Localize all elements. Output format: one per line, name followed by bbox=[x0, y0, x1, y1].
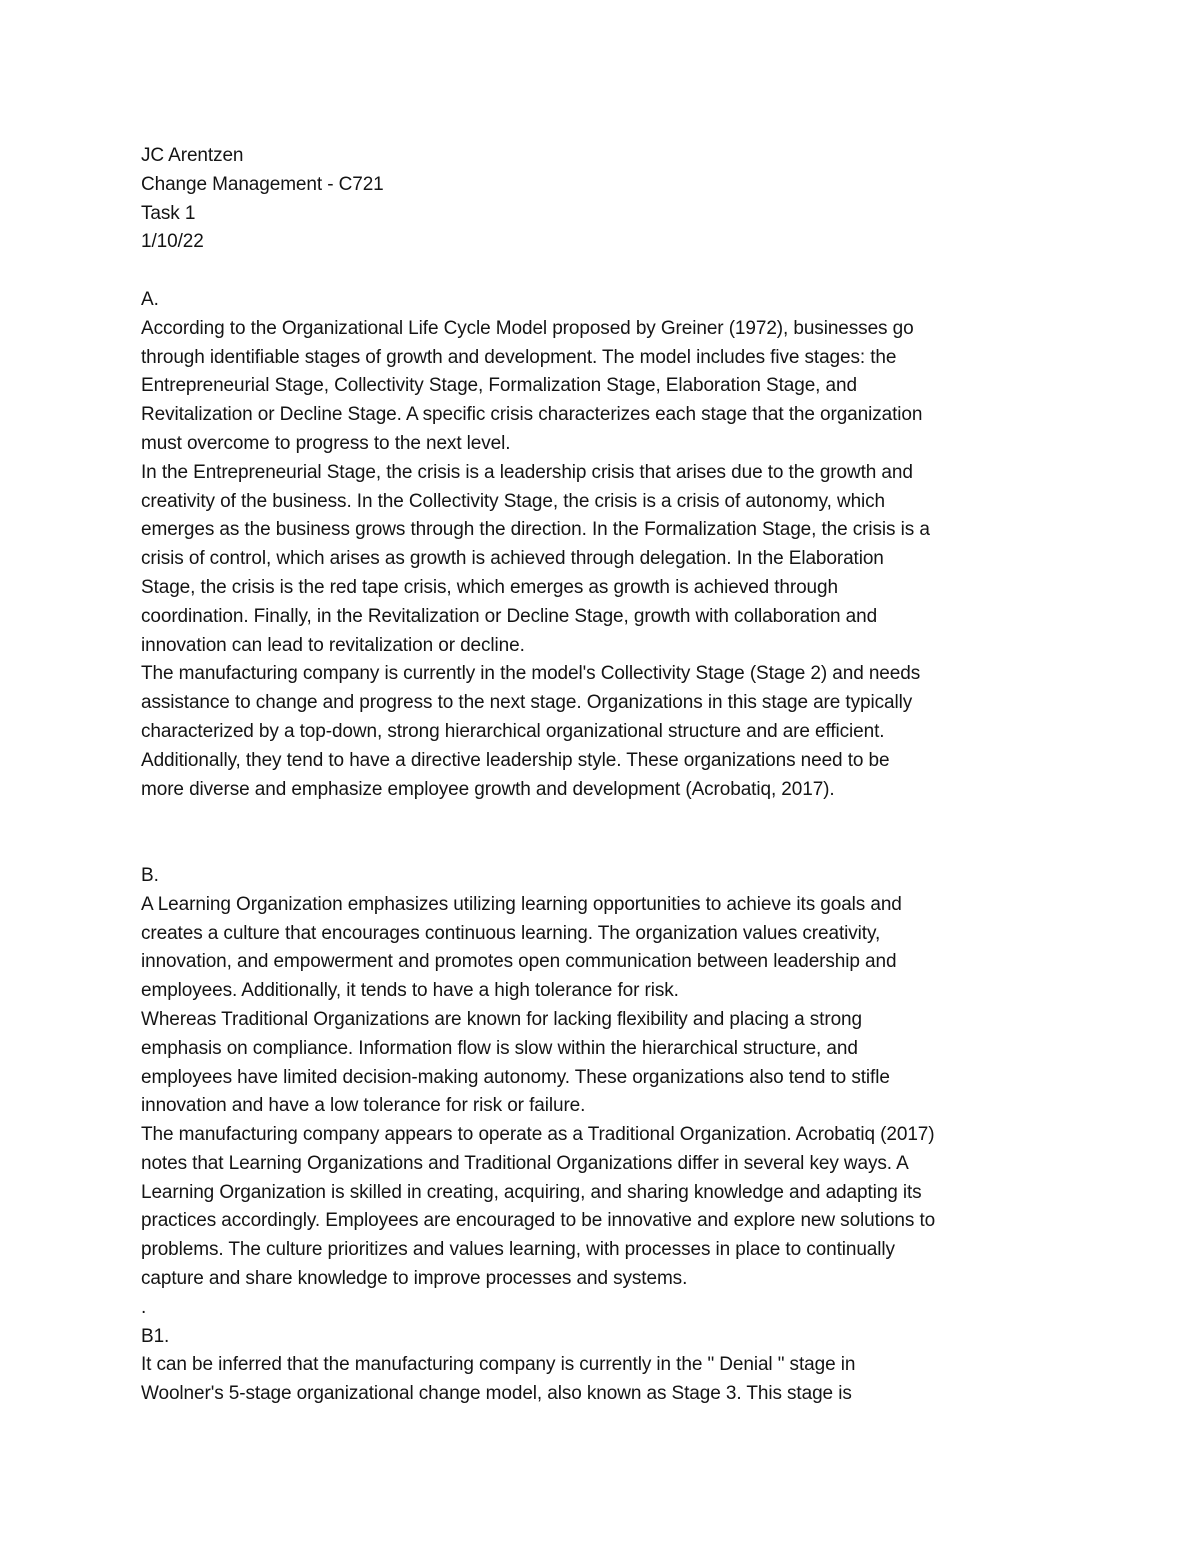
paragraph bbox=[141, 660, 1071, 804]
author-name: JC Arentzen bbox=[141, 145, 244, 166]
text-line: The manufacturing company appears to operate as a Traditional Organization. Acrobatiq (2017) bbox=[141, 1124, 935, 1146]
text-line: employees. Additionally, it tends to have a high tolerance for risk. bbox=[141, 980, 679, 1002]
paragraph bbox=[141, 315, 1071, 459]
section-b1 bbox=[141, 1323, 1071, 1409]
text-line: capture and share knowledge to improve processes and systems. bbox=[141, 1268, 688, 1290]
course-title: Change Management - C721 bbox=[141, 173, 384, 195]
section-heading: A. bbox=[141, 288, 159, 310]
text-line: creativity of the business. In the Collectivity Stage, the crisis is a crisis of autonomy, which bbox=[141, 490, 886, 512]
text-line: assistance to change and progress to the next stage. Organizations in this stage are typically bbox=[141, 692, 913, 714]
section-heading: B. bbox=[141, 864, 159, 886]
text-line: innovation, and empowerment and promotes open communication between leadership and bbox=[141, 951, 897, 973]
document-date: 1/10/22 bbox=[141, 231, 204, 253]
text-line: Revitalization or Decline Stage. A specific crisis characterizes each stage that the organization bbox=[141, 404, 923, 426]
separator-dot: . bbox=[141, 1296, 147, 1318]
text-line: notes that Learning Organizations and Traditional Organizations differ in several key ways. A bbox=[141, 1152, 909, 1174]
text-line: employees have limited decision-making autonomy. These organizations also tend to stifle bbox=[141, 1066, 890, 1088]
paragraph bbox=[141, 1121, 1071, 1294]
text-line: crisis of control, which arises as growth is achieved through delegation. In the Elaboration bbox=[141, 548, 884, 570]
text-line: innovation can lead to revitalization or decline. bbox=[141, 634, 525, 656]
text-line: According to the Organizational Life Cycle Model proposed by Greiner (1972), businesses go bbox=[141, 317, 914, 339]
paragraph bbox=[141, 459, 1071, 661]
text-line: Additionally, they tend to have a directive leadership style. These organizations need to be bbox=[141, 749, 890, 771]
document-page bbox=[141, 142, 1071, 1409]
text-line: problems. The culture prioritizes and values learning, with processes in place to continually bbox=[141, 1239, 895, 1261]
text-line: through identifiable stages of growth and development. The model includes five stages: the bbox=[141, 346, 897, 368]
section-heading: B1. bbox=[141, 1325, 170, 1347]
text-line: innovation and have a low tolerance for risk or failure. bbox=[141, 1095, 586, 1117]
paragraph bbox=[141, 1006, 1071, 1121]
text-line: The manufacturing company is currently in the model's Collectivity Stage (Stage 2) and needs bbox=[141, 663, 921, 685]
text-line: practices accordingly. Employees are encouraged to be innovative and explore new solutions to bbox=[141, 1210, 936, 1232]
text-line: emerges as the business grows through the direction. In the Formalization Stage, the crisis is a bbox=[141, 519, 930, 541]
text-line: Whereas Traditional Organizations are known for lacking flexibility and placing a strong bbox=[141, 1008, 862, 1030]
text-line: characterized by a top-down, strong hierarchical organizational structure and are efficient. bbox=[141, 720, 885, 742]
text-line: Stage, the crisis is the red tape crisis, which emerges as growth is achieved through bbox=[141, 576, 838, 598]
text-line: A Learning Organization emphasizes utilizing learning opportunities to achieve its goals and bbox=[141, 893, 902, 915]
text-line: creates a culture that encourages continuous learning. The organization values creativity, bbox=[141, 922, 881, 944]
task-label: Task 1 bbox=[141, 202, 196, 224]
spacer bbox=[141, 804, 1071, 862]
section-b bbox=[141, 862, 1071, 1323]
text-line: In the Entrepreneurial Stage, the crisis is a leadership crisis that arises due to the growth and bbox=[141, 461, 913, 483]
text-line: emphasis on compliance. Information flow is slow within the hierarchical structure, and bbox=[141, 1037, 858, 1059]
text-line: Woolner's 5-stage organizational change model, also known as Stage 3. This stage is bbox=[141, 1383, 852, 1405]
text-line: Entrepreneurial Stage, Collectivity Stage, Formalization Stage, Elaboration Stage, and bbox=[141, 375, 857, 397]
text-line: Learning Organization is skilled in creating, acquiring, and sharing knowledge and adapting its bbox=[141, 1181, 922, 1203]
section-a bbox=[141, 286, 1071, 804]
paragraph bbox=[141, 1351, 1071, 1409]
text-line: coordination. Finally, in the Revitalization or Decline Stage, growth with collaboration and bbox=[141, 605, 878, 627]
document-header bbox=[141, 142, 1071, 257]
text-line: more diverse and emphasize employee growth and development (Acrobatiq, 2017). bbox=[141, 778, 835, 800]
spacer bbox=[141, 257, 1071, 286]
text-line: It can be inferred that the manufacturing company is currently in the " Denial " stage in bbox=[141, 1354, 856, 1376]
paragraph bbox=[141, 891, 1071, 1006]
text-line: must overcome to progress to the next level. bbox=[141, 432, 511, 454]
